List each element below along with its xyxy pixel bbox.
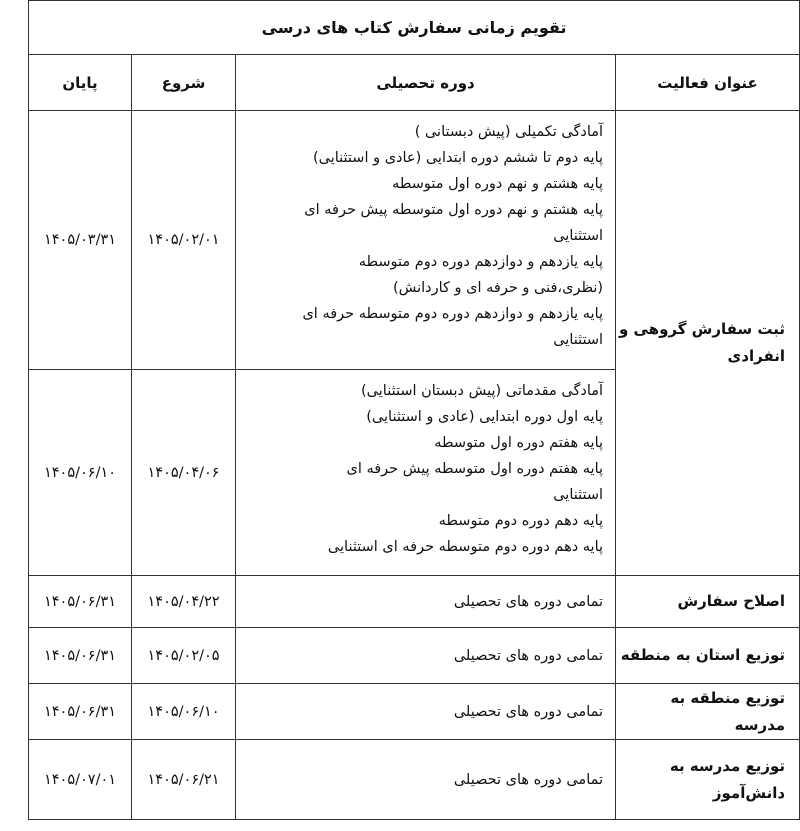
levels-cell: تمامی دوره های تحصیلی xyxy=(236,684,616,740)
level-line: پایه هفتم دوره اول متوسطه xyxy=(434,435,604,451)
activity-cell: ثبت سفارش گروهی و انفرادی xyxy=(616,111,800,576)
table-row xyxy=(29,684,800,740)
level-line: آمادگی تکمیلی (پیش دبستانی ) xyxy=(414,124,604,140)
table-row xyxy=(29,111,800,370)
end-date: ۱۴۰۵/۰۷/۰۱ xyxy=(29,740,132,820)
level-line: استثنایی xyxy=(553,332,604,348)
header-end: پایان xyxy=(29,55,132,111)
level-line: پایه هفتم دوره اول متوسطه پیش حرفه ای xyxy=(346,461,604,477)
header-levels: دوره تحصیلی xyxy=(236,55,616,111)
levels-cell: تمامی دوره های تحصیلی xyxy=(236,628,616,684)
end-date: ۱۴۰۵/۰۳/۳۱ xyxy=(29,111,132,370)
end-date: ۱۴۰۵/۰۶/۳۱ xyxy=(29,684,132,740)
level-line: پایه دهم دوره دوم متوسطه xyxy=(438,513,604,529)
levels-cell xyxy=(236,111,616,370)
level-line: پایه اول دوره ابتدایی (عادی و استثنایی) xyxy=(366,409,604,425)
activity-cell: توزیع منطقه به مدرسه xyxy=(616,684,800,740)
level-line: استثنایی xyxy=(553,487,604,503)
level-line: پایه هشتم و نهم دوره اول متوسطه xyxy=(392,176,604,192)
levels-cell: تمامی دوره های تحصیلی xyxy=(236,576,616,628)
table-row xyxy=(29,576,800,628)
levels-cell: تمامی دوره های تحصیلی xyxy=(236,740,616,820)
level-line: پایه هشتم و نهم دوره اول متوسطه پیش حرفه ای xyxy=(304,202,604,218)
levels-cell xyxy=(236,370,616,576)
activity-cell: اصلاح سفارش xyxy=(616,576,800,628)
table-row xyxy=(29,740,800,820)
table-title: تقویم زمانی سفارش کتاب های درسی xyxy=(29,1,800,55)
start-date: ۱۴۰۵/۰۴/۰۶ xyxy=(132,370,236,576)
schedule-document xyxy=(28,0,799,820)
level-line: پایه دوم تا ششم دوره ابتدایی (عادی و استثنایی) xyxy=(312,150,604,166)
start-date: ۱۴۰۵/۰۶/۲۱ xyxy=(132,740,236,820)
level-line: پایه یازدهم و دوازدهم دوره دوم متوسطه حرفه ای xyxy=(302,306,604,322)
level-line: پایه دهم دوره دوم متوسطه حرفه ای استثنایی xyxy=(327,539,604,555)
level-line: استثنایی xyxy=(553,228,604,244)
end-date: ۱۴۰۵/۰۶/۳۱ xyxy=(29,576,132,628)
header-start: شروع xyxy=(132,55,236,111)
activity-cell: توزیع استان به منطقه xyxy=(616,628,800,684)
activity-cell: توزیع مدرسه به دانش‌آموز xyxy=(616,740,800,820)
start-date: ۱۴۰۵/۰۲/۰۵ xyxy=(132,628,236,684)
level-line: پایه یازدهم و دوازدهم دوره دوم متوسطه xyxy=(358,254,604,270)
level-line: آمادگی مقدماتی (پیش دبستان استثنایی) xyxy=(361,383,604,399)
start-date: ۱۴۰۵/۰۲/۰۱ xyxy=(132,111,236,370)
end-date: ۱۴۰۵/۰۶/۳۱ xyxy=(29,628,132,684)
table-row xyxy=(29,628,800,684)
start-date: ۱۴۰۵/۰۶/۱۰ xyxy=(132,684,236,740)
header-activity: عنوان فعالیت xyxy=(616,55,800,111)
level-line: (نظری،فنی و حرفه ای و کاردانش) xyxy=(392,280,604,296)
end-date: ۱۴۰۵/۰۶/۱۰ xyxy=(29,370,132,576)
schedule-table xyxy=(28,0,800,820)
start-date: ۱۴۰۵/۰۴/۲۲ xyxy=(132,576,236,628)
